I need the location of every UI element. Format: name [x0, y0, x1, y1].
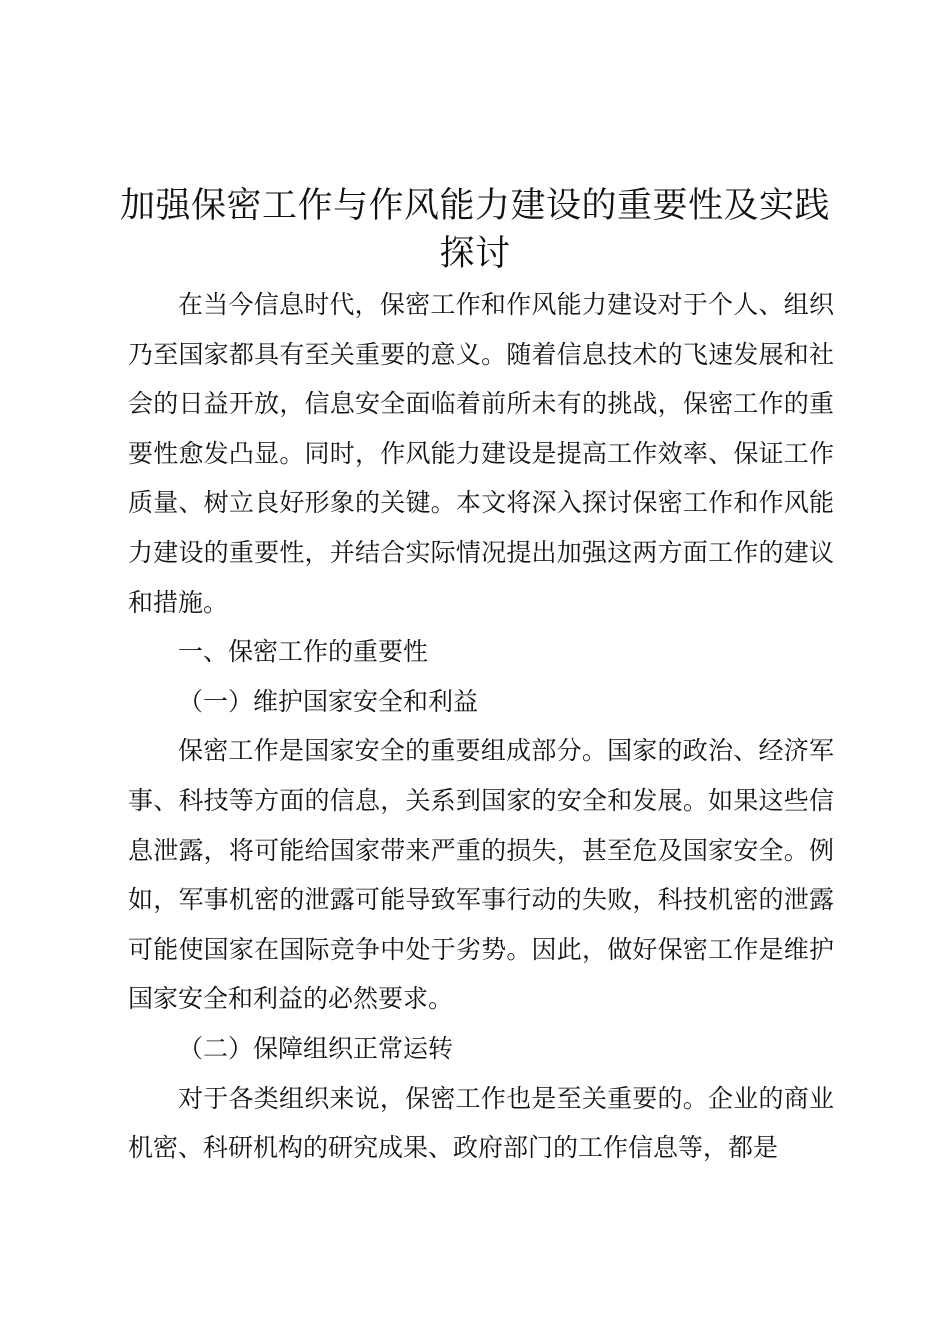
subsection-heading-2: （二）保障组织正常运转 — [178, 1033, 454, 1063]
paragraph-intro: 在当今信息时代，保密工作和作风能力建设对于个人、组织乃至国家都具有至关重要的意义。随着信息技术的飞速发展和社会的日益开放，信息安全面临着前所未有的挑战，保密工作的重要性愈发凸显。同时，作风能力建设是提高工作效率、保证工作质量、树立良好形象的关键。本文将深入探讨保密工作和作风能力建设的重要性，并结合实际情况提出加强这两方面工作的建议和措施。 — [128, 290, 834, 617]
paragraph-national-security: 保密工作是国家安全的重要组成部分。国家的政治、经济军事、科技等方面的信息，关系到国家的安全和发展。如果这些信息泄露，将可能给国家带来严重的损失，甚至危及国家安全。例如，军事机密的泄露可能导致军事行动的失败，科技机密的泄露可能使国家在国际竞争中处于劣势。因此，做好保密工作是维护国家安全和利益的必然要求。 — [128, 736, 834, 1014]
document-body — [128, 280, 834, 1173]
paragraph-organization: 对于各类组织来说，保密工作也是至关重要的。企业的商业机密、科研机构的研究成果、政府部门的工作信息等，都是 — [128, 1083, 834, 1163]
document-title: 加强保密工作与作风能力建设的重要性及实践探讨 — [119, 186, 830, 274]
section-heading-1: 一、保密工作的重要性 — [178, 637, 429, 667]
subsection-heading-1: （一）维护国家安全和利益 — [178, 686, 479, 716]
